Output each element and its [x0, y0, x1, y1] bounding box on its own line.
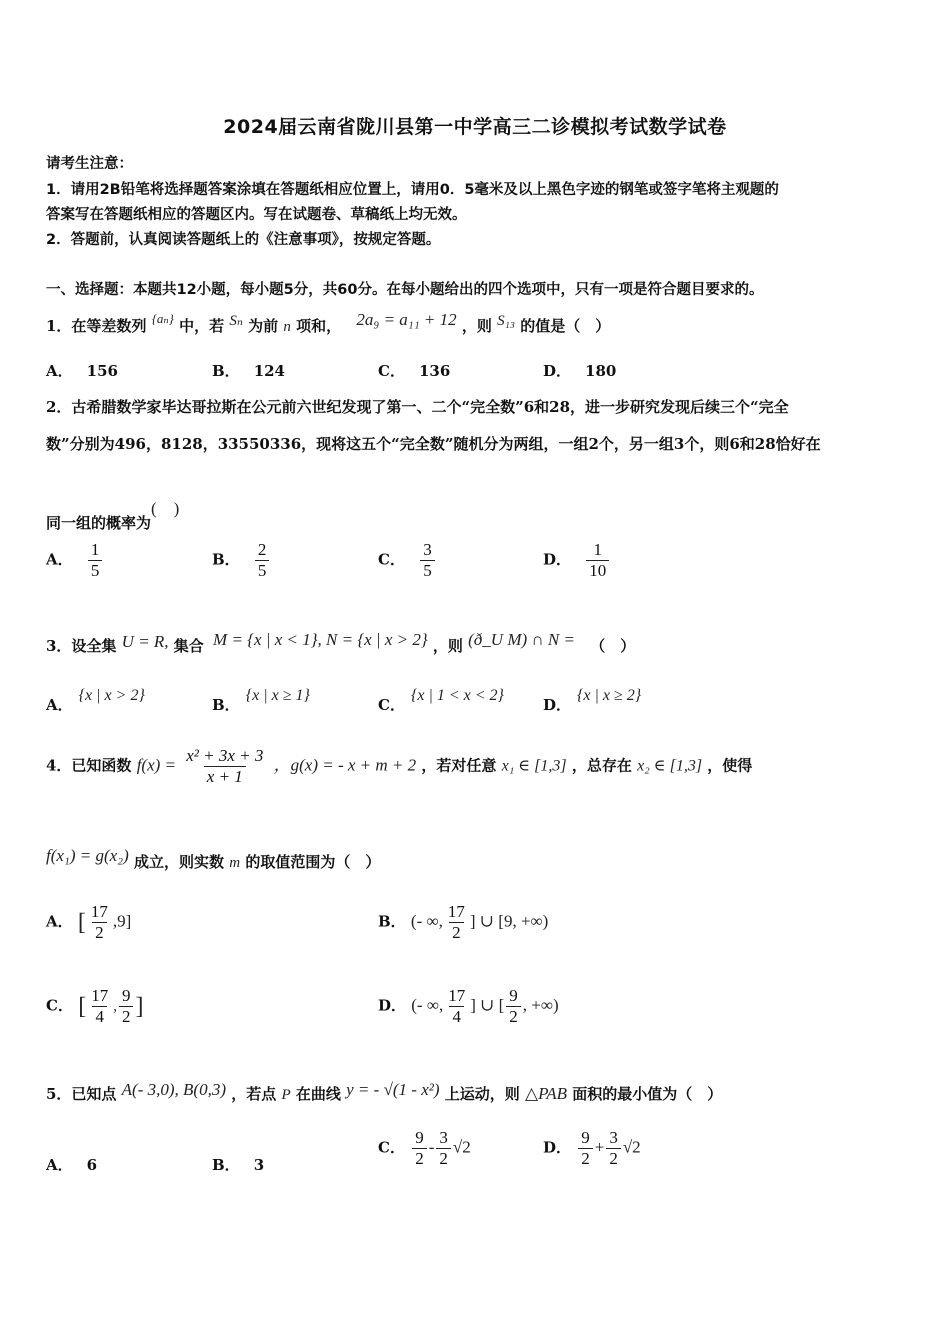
q4-line-2 — [46, 846, 380, 872]
numerator: 17 — [91, 986, 109, 1005]
bracket: ,9] — [112, 911, 132, 931]
q1-text: 中，若 — [179, 317, 225, 335]
fraction — [88, 902, 111, 943]
denominator: 2 — [606, 1148, 621, 1169]
denominator: 5 — [255, 560, 270, 581]
option-label: D． — [543, 550, 572, 569]
option-label: C． — [378, 362, 405, 380]
numerator: 9 — [581, 1128, 590, 1147]
q2-option-c[interactable] — [378, 540, 437, 581]
q2-line-2: 数”分别为496，8128，33550336，现将这五个“完全数”随机分为两组，一组2个，另一组3个，则6和28恰好在 — [46, 435, 821, 453]
q5-text: 5．已知点 — [46, 1085, 117, 1103]
option-label: A． — [46, 1156, 73, 1174]
q4-option-d[interactable] — [378, 986, 559, 1027]
option-label: C． — [46, 996, 73, 1015]
q4-option-a[interactable] — [46, 902, 131, 943]
option-label: B． — [212, 1156, 240, 1174]
interval-start: (- ∞, — [411, 995, 444, 1015]
q5-points: A(- 3,0), B(0,3) — [121, 1080, 226, 1099]
q5-option-d[interactable] — [543, 1128, 641, 1169]
interval-start: (- ∞, — [410, 911, 443, 931]
radical: √2 — [452, 1137, 471, 1157]
q4-f: f(x) = — [136, 755, 176, 775]
q5-option-b[interactable] — [212, 1154, 264, 1175]
q3-text: ，则 — [432, 637, 463, 655]
notice-heading: 请考生注意： — [46, 156, 133, 172]
q1-text: 为前 — [248, 317, 279, 335]
q3-option-c[interactable] — [378, 686, 504, 715]
fraction — [88, 986, 111, 1027]
q4-f-fraction — [183, 746, 266, 787]
q4-text: ，总存在 — [571, 756, 632, 775]
q4-m: m — [229, 855, 241, 871]
q5-text: 在曲线 — [295, 1085, 341, 1103]
q4-text: 成立，则实数 — [134, 853, 225, 871]
q2-option-b[interactable] — [212, 540, 271, 581]
q5-text: 上运动，则 — [444, 1085, 520, 1103]
option-label: A． — [46, 362, 73, 380]
denominator: 2 — [92, 922, 107, 943]
option-label: D． — [543, 696, 572, 714]
q1-equation: 2a₉ = a₁₁ + 12 — [356, 310, 457, 329]
option-value: {x | 1 < x < 2} — [410, 687, 504, 704]
option-label: C． — [378, 550, 405, 569]
operator: - — [428, 1137, 435, 1157]
q5-p: P — [281, 1087, 291, 1103]
radical: √2 — [622, 1137, 641, 1157]
q2-paren: ( ) — [151, 499, 180, 518]
q4-option-c[interactable]: C． [ $\frac{17}{4}$ , $\frac{9}{2}$ ] — [46, 986, 144, 1026]
q3-sets: M = {x | x < 1}, N = {x | x > 2} — [213, 630, 428, 649]
q4-text: ，若对任意 — [421, 756, 497, 775]
option-value: 136 — [418, 362, 451, 380]
bracket: [ — [77, 909, 86, 936]
union: ] ∪ [ — [470, 995, 505, 1015]
q2-line-3 — [46, 494, 179, 533]
q1-text: 项和， — [296, 317, 342, 335]
denominator: 5 — [88, 560, 103, 581]
q1-sn: Sₙ — [229, 313, 243, 329]
q5-triangle: △PAB — [525, 1084, 568, 1103]
q3-expression: (ð_U M) ∩ N = — [468, 630, 575, 649]
denominator: 2 — [506, 1006, 521, 1027]
q4-text: 4．已知函数 — [46, 756, 132, 775]
q3-text: 3．设全集 — [46, 637, 117, 655]
numerator: 1 — [90, 540, 100, 559]
denominator: x + 1 — [204, 766, 246, 787]
option-label: B． — [212, 362, 240, 380]
denominator: 4 — [449, 1006, 464, 1027]
q1-text: ，则 — [461, 317, 492, 335]
q1-option-a[interactable] — [46, 360, 118, 381]
option-label: C． — [378, 696, 405, 714]
q1-n: n — [283, 319, 291, 335]
q3-text: 集合 — [173, 637, 204, 655]
option-value: 156 — [86, 362, 118, 380]
bracket: [ — [78, 993, 87, 1020]
numerator: 1 — [593, 540, 602, 559]
q4-option-b[interactable] — [378, 902, 548, 943]
option-value: {x | x ≥ 2} — [577, 687, 642, 704]
numerator: 17 — [90, 902, 108, 921]
option-label: D． — [543, 1138, 572, 1157]
option-value: 3 — [253, 1156, 265, 1174]
bracket: ] — [135, 993, 144, 1020]
option-label: A． — [46, 550, 73, 569]
q2-option-a[interactable] — [46, 540, 104, 581]
q4-equation: f(x₁) = g(x₂) — [46, 846, 129, 865]
q1-option-c[interactable] — [378, 360, 450, 381]
denominator: 5 — [420, 560, 435, 581]
interval-end: ] ∪ [9, +∞) — [469, 911, 549, 931]
q1-option-d[interactable] — [543, 360, 616, 381]
fraction — [586, 540, 609, 581]
numerator: x² + 3x + 3 — [186, 746, 264, 765]
q2-line-1: 2．古希腊数学家毕达哥拉斯在公元前六世纪发现了第一、二个“完全数”6和28，进一步研究发现后续三个“完全 — [46, 398, 789, 416]
q4-x1: x₁ ∈ [1,3] — [501, 757, 567, 775]
option-value: {x | x > 2} — [78, 687, 145, 704]
q4-x2: x₂ ∈ [1,3] — [637, 757, 703, 775]
option-label: D． — [378, 996, 407, 1015]
option-label: A． — [46, 696, 73, 714]
q5-curve: y = - √(1 - x²) — [346, 1080, 440, 1099]
q1-sequence: {aₙ} — [151, 311, 174, 326]
option-label: A． — [46, 912, 73, 931]
numerator: 17 — [447, 902, 465, 921]
page-title: 2024届云南省陇川县第一中学高三二诊模拟考试数学试卷 — [223, 116, 727, 138]
operator: + — [594, 1137, 605, 1157]
denominator: 2 — [119, 1006, 134, 1027]
q5-text: ，若点 — [231, 1085, 277, 1103]
q1-text: 的值是（ ） — [520, 317, 611, 335]
option-label: D． — [543, 362, 572, 380]
notice-line-1b: 答案写在答题纸相应的答题区内。写在试题卷、草稿纸上均无效。 — [46, 207, 467, 223]
section-heading: 一、选择题：本题共12小题，每小题5分，共60分。在每小题给出的四个选项中，只有一项是符合题目要求的。 — [46, 282, 764, 298]
numerator: 2 — [257, 540, 267, 559]
notice-line-1a: 1．请用2B铅笔将选择题答案涂填在答题纸相应位置上，请用0．5毫米及以上黑色字迹的钢笔或签字笔将主观题的 — [46, 182, 779, 198]
q3-option-a[interactable] — [46, 686, 145, 715]
fraction — [445, 986, 468, 1027]
q4-g: ，g(x) = - x + m + 2 — [273, 755, 417, 775]
fraction — [412, 1128, 427, 1169]
q1-text: 1．在等差数列 — [46, 317, 147, 335]
question-4 — [46, 746, 752, 787]
option-label: C． — [378, 1138, 405, 1157]
fraction — [578, 1128, 593, 1169]
option-label: B． — [212, 550, 240, 569]
denominator: 2 — [412, 1148, 427, 1169]
q5-option-c[interactable] — [378, 1128, 471, 1169]
question-5 — [46, 1080, 722, 1104]
numerator: 9 — [415, 1128, 424, 1147]
q3-option-d[interactable] — [543, 686, 641, 715]
option-value: 6 — [86, 1156, 98, 1174]
q4-text: 的取值范围为（ ） — [245, 853, 381, 871]
interval-end: , +∞) — [522, 995, 559, 1015]
q1-s13: S₁₃ — [497, 313, 516, 329]
option-label: B． — [212, 696, 240, 714]
numerator: 17 — [448, 986, 466, 1005]
q1-option-b[interactable] — [212, 360, 285, 381]
denominator: 2 — [436, 1148, 451, 1169]
option-value: {x | x ≥ 1} — [245, 687, 310, 704]
denominator: 4 — [92, 1006, 107, 1027]
question-1 — [46, 310, 610, 336]
question-3 — [46, 630, 635, 656]
notice-line-2: 2．答题前，认真阅读答题纸上的《注意事项》，按规定答题。 — [46, 232, 441, 248]
fraction — [506, 986, 521, 1027]
q2-option-d[interactable] — [543, 540, 611, 581]
q3-option-b[interactable] — [212, 686, 310, 715]
denominator: 2 — [449, 922, 464, 943]
fraction — [88, 540, 103, 581]
numerator: 3 — [423, 540, 432, 559]
q5-text: 面积的最小值为（ ） — [572, 1085, 723, 1103]
denominator: 10 — [586, 560, 609, 581]
fraction — [445, 902, 468, 943]
fraction — [420, 540, 435, 581]
q5-option-a[interactable] — [46, 1154, 97, 1175]
fraction — [119, 986, 134, 1027]
option-value: 124 — [253, 362, 285, 380]
numerator: 3 — [609, 1128, 618, 1147]
option-label: B． — [378, 912, 406, 931]
fraction — [606, 1128, 621, 1169]
numerator: 9 — [509, 986, 518, 1005]
q3-text: （ ） — [590, 637, 636, 655]
q4-text: ，使得 — [707, 756, 753, 775]
fraction — [255, 540, 270, 581]
fraction — [436, 1128, 451, 1169]
numerator: 9 — [121, 986, 131, 1005]
numerator: 3 — [439, 1128, 448, 1147]
q2-text: 同一组的概率为 — [46, 514, 152, 532]
q3-universal-set: U = R, — [121, 632, 169, 651]
denominator: 2 — [578, 1148, 593, 1169]
option-value: 180 — [585, 362, 617, 380]
